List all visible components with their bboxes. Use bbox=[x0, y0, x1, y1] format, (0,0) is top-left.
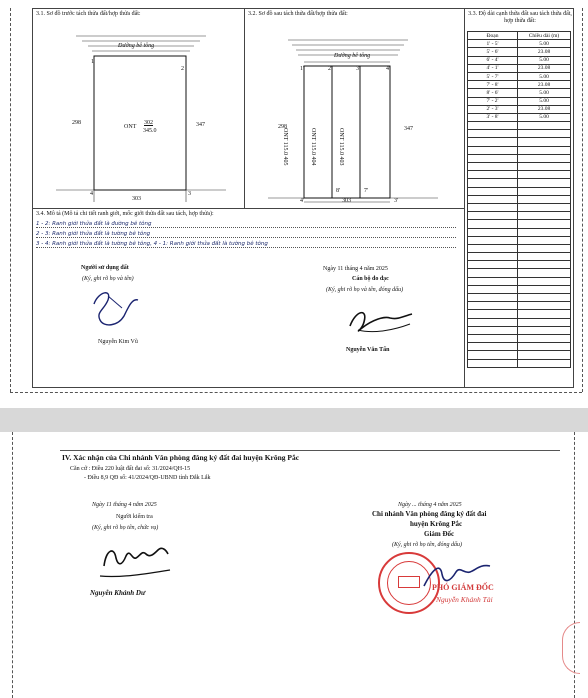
basis-line-2: - Điều 8,9 QĐ số: 41/2024/QĐ-UBND tỉnh Đắk Lắk bbox=[84, 475, 211, 481]
table-row bbox=[468, 56, 571, 64]
corner-1: 1 bbox=[91, 59, 94, 65]
divider-horizontal bbox=[32, 208, 464, 209]
land-user-name: Nguyễn Kim Vũ bbox=[98, 339, 138, 345]
table-row bbox=[468, 72, 571, 80]
table-cell: 4' - 1' bbox=[468, 64, 518, 72]
checker-role: Người kiểm tra bbox=[116, 514, 153, 520]
checker-sub: (Ký, ghi rõ họ tên, chức vụ) bbox=[92, 525, 159, 531]
table-cell: 5' - 6' bbox=[468, 48, 518, 56]
table-row bbox=[468, 64, 571, 72]
director-org-2: huyện Krông Pắc bbox=[410, 520, 463, 528]
table-cell: 5' - 7' bbox=[468, 72, 518, 80]
after-corner-top-2: 2' bbox=[328, 66, 333, 72]
table-row bbox=[468, 113, 571, 121]
seal-center-box bbox=[398, 576, 420, 588]
page1-dashed-border bbox=[10, 392, 582, 393]
page-two bbox=[0, 432, 588, 698]
table-cell: 7' - 8' bbox=[468, 81, 518, 89]
after-corner-top-3: 3' bbox=[356, 66, 361, 72]
description-line-2: 2 - 3: Ranh giới thửa đất là tường bê tông bbox=[36, 231, 456, 238]
table-cell: 5.00 bbox=[518, 89, 571, 97]
table-header: Chiều dài (m) bbox=[518, 32, 571, 40]
divider-vertical bbox=[244, 8, 245, 208]
stamp-name: Nguyễn Khánh Tài bbox=[436, 595, 493, 604]
checker-signature bbox=[96, 536, 176, 580]
survey-date: Ngày 11 tháng 4 năm 2025 bbox=[323, 266, 388, 272]
table-row bbox=[468, 40, 571, 48]
after-left-neighbor: 298 bbox=[278, 124, 287, 130]
table-cell: 8' - 6' bbox=[468, 89, 518, 97]
after-diagram bbox=[248, 22, 462, 206]
description-line-3: 3 - 4: Ranh giới thửa đất là tường bê tông, 4 - 1: Ranh giới thửa đất là tường bê tông bbox=[36, 241, 456, 248]
table-cell: 23.08 bbox=[518, 105, 571, 113]
page1-dashed-left bbox=[10, 8, 11, 392]
survey-officer-title: Cán bộ đo đạc bbox=[352, 276, 389, 282]
confirmation-top-rule bbox=[60, 450, 560, 451]
parcel-area: 345.0 bbox=[143, 128, 157, 134]
table-cell: 23.08 bbox=[518, 64, 571, 72]
corner-4: 4 bbox=[90, 191, 93, 197]
table-cell: 6' - 4' bbox=[468, 56, 518, 64]
edge-seal-fragment bbox=[562, 622, 580, 674]
after-parcel-404: ONT 115.0 404 bbox=[310, 128, 316, 166]
director-role: Giám Đốc bbox=[424, 530, 455, 538]
survey-officer-name: Nguyễn Văn Tấn bbox=[346, 347, 390, 353]
page1-dashed-right bbox=[582, 8, 583, 392]
land-user-signature bbox=[88, 286, 148, 336]
checker-name: Nguyễn Khánh Dư bbox=[90, 589, 146, 597]
table-header: Đoạn bbox=[468, 32, 518, 40]
confirmation-title: IV. Xác nhận của Chi nhánh Văn phòng đăng ký đất đai huyện Krông Pắc bbox=[62, 453, 300, 462]
stamp-role: PHÓ GIÁM ĐỐC bbox=[432, 583, 494, 592]
table-row bbox=[468, 89, 571, 97]
road-label-after: Đường bê tông bbox=[334, 53, 371, 59]
table-row bbox=[468, 97, 571, 105]
basis-line-1: Căn cứ : Điều 220 luật đất đai số: 31/2024/QH-15 bbox=[70, 466, 191, 472]
table-cell: 5.00 bbox=[518, 97, 571, 105]
table-cell: 23.08 bbox=[518, 48, 571, 56]
survey-officer-sub: (Ký, ghi rõ họ và tên, đóng dấu) bbox=[326, 287, 404, 293]
length-table bbox=[467, 31, 571, 368]
table-header-row bbox=[468, 32, 571, 40]
table-cell: 5.00 bbox=[518, 40, 571, 48]
table-cell: 23.08 bbox=[518, 81, 571, 89]
after-bottom-neighbor: 303 bbox=[342, 198, 351, 204]
parcel-code: ONT bbox=[124, 124, 137, 130]
corner-3: 3 bbox=[188, 191, 191, 197]
before-diagram-title: 3.1. Sơ đồ trước tách thửa đất/hợp thửa đất: bbox=[36, 11, 141, 17]
road-label-before: Đường bê tông bbox=[118, 43, 155, 49]
table-row bbox=[468, 105, 571, 113]
divider-vertical-side bbox=[464, 8, 465, 388]
director-date: Ngày ... tháng 4 năm 2025 bbox=[398, 502, 462, 508]
left-neighbor: 298 bbox=[72, 120, 81, 126]
corner-2: 2 bbox=[181, 66, 184, 72]
table-row bbox=[468, 48, 571, 56]
table-cell: 2' - 3' bbox=[468, 105, 518, 113]
page-separator bbox=[0, 408, 588, 432]
table-cell: 1' - 5' bbox=[468, 40, 518, 48]
after-corner-top-1: 1' bbox=[300, 66, 305, 72]
right-neighbor: 347 bbox=[196, 122, 205, 128]
land-user-sub: (Ký, ghi rõ họ và tên) bbox=[82, 276, 134, 282]
table-cell: 5.00 bbox=[518, 113, 571, 121]
bottom-neighbor: 303 bbox=[132, 196, 141, 202]
after-corner-bottom-3: 7' bbox=[364, 188, 369, 194]
table-cell: 5.00 bbox=[518, 72, 571, 80]
after-corner-top-4: 4' bbox=[386, 66, 391, 72]
description-line-1: 1 - 2: Ranh giới thửa đất là đường bê tông bbox=[36, 221, 456, 228]
after-right-neighbor: 347 bbox=[404, 126, 413, 132]
before-diagram bbox=[36, 22, 242, 206]
after-diagram-title: 3.2. Sơ đồ sau tách thửa đất/hợp thửa đất: bbox=[248, 11, 348, 17]
description-title: 3.4. Mô tả (Mô tả chi tiết ranh giới, mốc giới thửa đất sau tách, hợp thửa): bbox=[36, 211, 214, 217]
checker-date: Ngày 11 tháng 4 năm 2025 bbox=[92, 502, 157, 508]
table-cell: 3' - 8' bbox=[468, 113, 518, 121]
after-corner-bottom-4: 3' bbox=[394, 198, 399, 204]
table-cell: 5.00 bbox=[518, 56, 571, 64]
parcel-number: 302 bbox=[144, 120, 153, 126]
table-cell: 7' - 2' bbox=[468, 97, 518, 105]
table-row bbox=[468, 81, 571, 89]
page2-dashed-left bbox=[12, 432, 13, 698]
after-parcel-403: ONT 115.0 403 bbox=[338, 128, 344, 166]
after-corner-bottom-2: 8' bbox=[336, 188, 341, 194]
director-org-1: Chi nhánh Văn phòng đăng ký đất đai bbox=[372, 510, 487, 518]
after-parcel-405: ONT 115.0 405 bbox=[282, 128, 288, 166]
after-corner-bottom-1: 4' bbox=[300, 198, 305, 204]
director-sub: (Ký, ghi rõ họ tên, đóng dấu) bbox=[392, 542, 462, 548]
land-user-title: Người sử dụng đất bbox=[81, 265, 129, 271]
length-table-title: 3.3. Độ dài cạnh thửa đất sau tách thửa đất, hợp thửa đất: bbox=[468, 11, 572, 25]
survey-officer-signature bbox=[344, 300, 424, 340]
